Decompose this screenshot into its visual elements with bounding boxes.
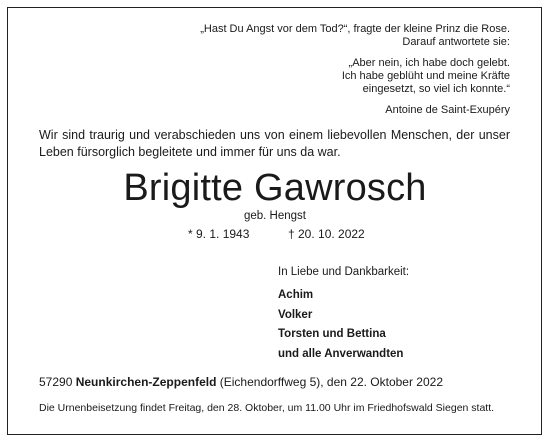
quote-author: Antoine de Saint-Exupéry [385, 104, 510, 116]
maiden-name: geb. Hengst [243, 210, 306, 222]
mourners-list [278, 286, 403, 364]
mourner-name: Achim [278, 289, 314, 301]
address-rest: (Eichendorffweg 5), den 22. Oktober 2022 [219, 375, 444, 389]
funeral-note: Die Urnenbeisetzung findet Freitag, den 28. Oktober, um 11.00 Uhr im Friedhofswald Siegen statt. [39, 402, 495, 414]
address-zip: 57290 [39, 375, 73, 389]
mourner-name: Torsten und Bettina [278, 328, 386, 340]
quote-question: „Hast Du Angst vor dem Tod?“, fragte der kleine Prinz die Rose. Darauf antwortete sie: [200, 23, 510, 48]
mourner-name: und alle Anverwandten [278, 347, 404, 360]
intro-text: Wir sind traurig und verabschieden uns von einem liebevollen Menschen, der unser Leben fürsorglich begleitete und immer für uns da war. [39, 128, 510, 159]
quote-answer: „Aber nein, ich habe doch gelebt. Ich habe geblüht und meine Kräfte eingesetzt, so viel ich konnte.“ [341, 57, 510, 95]
death-date: † 20. 10. 2022 [288, 227, 365, 241]
birth-date: * 9. 1. 1943 [188, 227, 250, 241]
mourners-intro: In Liebe und Dankbarkeit: [278, 266, 410, 278]
deceased-name: Brigitte Gawrosch [123, 167, 427, 209]
mourner-name: Volker [278, 308, 313, 321]
address-town: Neunkirchen-Zeppenfeld [75, 375, 217, 389]
address-line [39, 375, 443, 390]
